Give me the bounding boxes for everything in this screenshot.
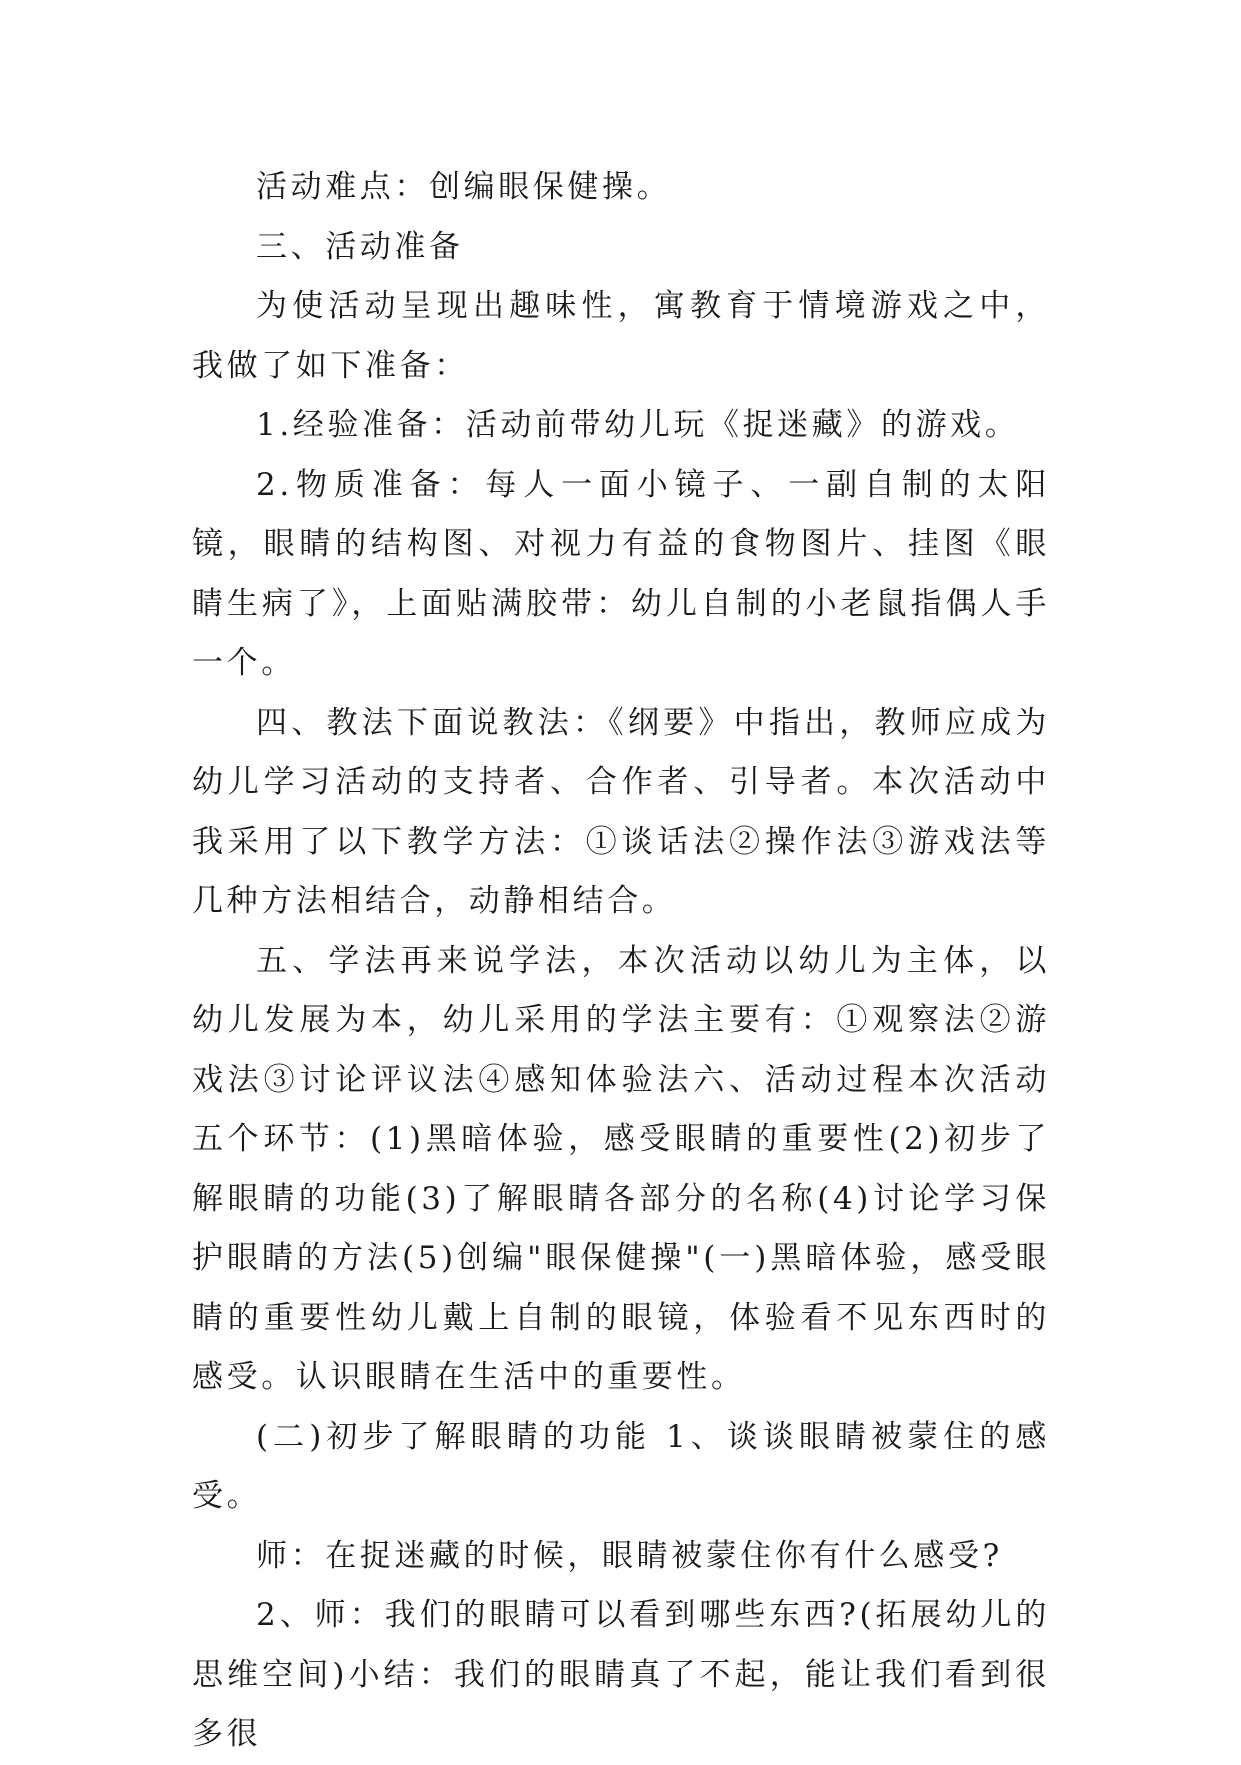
paragraph: 1.经验准备：活动前带幼儿玩《捉迷藏》的游戏。 xyxy=(256,407,1020,443)
paragraph: (二)初步了解眼睛的功能 1、谈谈眼睛被蒙住的感受。 xyxy=(192,1418,1050,1514)
paragraph: 四、教法下面说教法：《纲要》中指出，教师应成为幼儿学习活动的支持者、合作者、引导者。本次活动中我采用了以下教学方法：①谈话法②操作法③游戏法等几种方法相结合，动静相结合。 xyxy=(192,704,1050,919)
paragraph: 为使活动呈现出趣味性，寓教育于情境游戏之中，我做了如下准备： xyxy=(192,288,1050,384)
paragraph: 2、师：我们的眼睛可以看到哪些东西?(拓展幼儿的思维空间)小结：我们的眼睛真了不起，能让我们看到很多很 xyxy=(192,1597,1050,1752)
section-heading: 三、活动准备 xyxy=(256,228,464,265)
paragraph: 2.物质准备：每人一面小镜子、一副自制的太阳镜，眼睛的结构图、对视力有益的食物图片、挂图《眼睛生病了》，上面贴满胶带：幼儿自制的小老鼠指偶人手一个。 xyxy=(192,466,1050,681)
paragraph: 活动难点：创编眼保健操。 xyxy=(256,169,672,205)
document-body xyxy=(192,158,1050,1765)
paragraph: 师：在捉迷藏的时候，眼睛被蒙住你有什么感受? xyxy=(256,1537,1003,1574)
paragraph: 五、学法再来说学法，本次活动以幼儿为主体，以幼儿发展为本，幼儿采用的学法主要有：①观察法②游戏法③讨论评议法④感知体验法六、活动过程本次活动五个环节：(1)黑暗体验，感受眼睛的重要性(2)初步了解眼睛的功能(3)了解眼睛各部分的名称(4)讨论学习保护眼睛的方法(5)创编"眼保健操"(一)黑暗体验，感受眼睛的重要性幼儿戴上自制的眼镜，体验看不见东西时的感受。认识眼睛在生活中的重要性。 xyxy=(192,942,1050,1395)
